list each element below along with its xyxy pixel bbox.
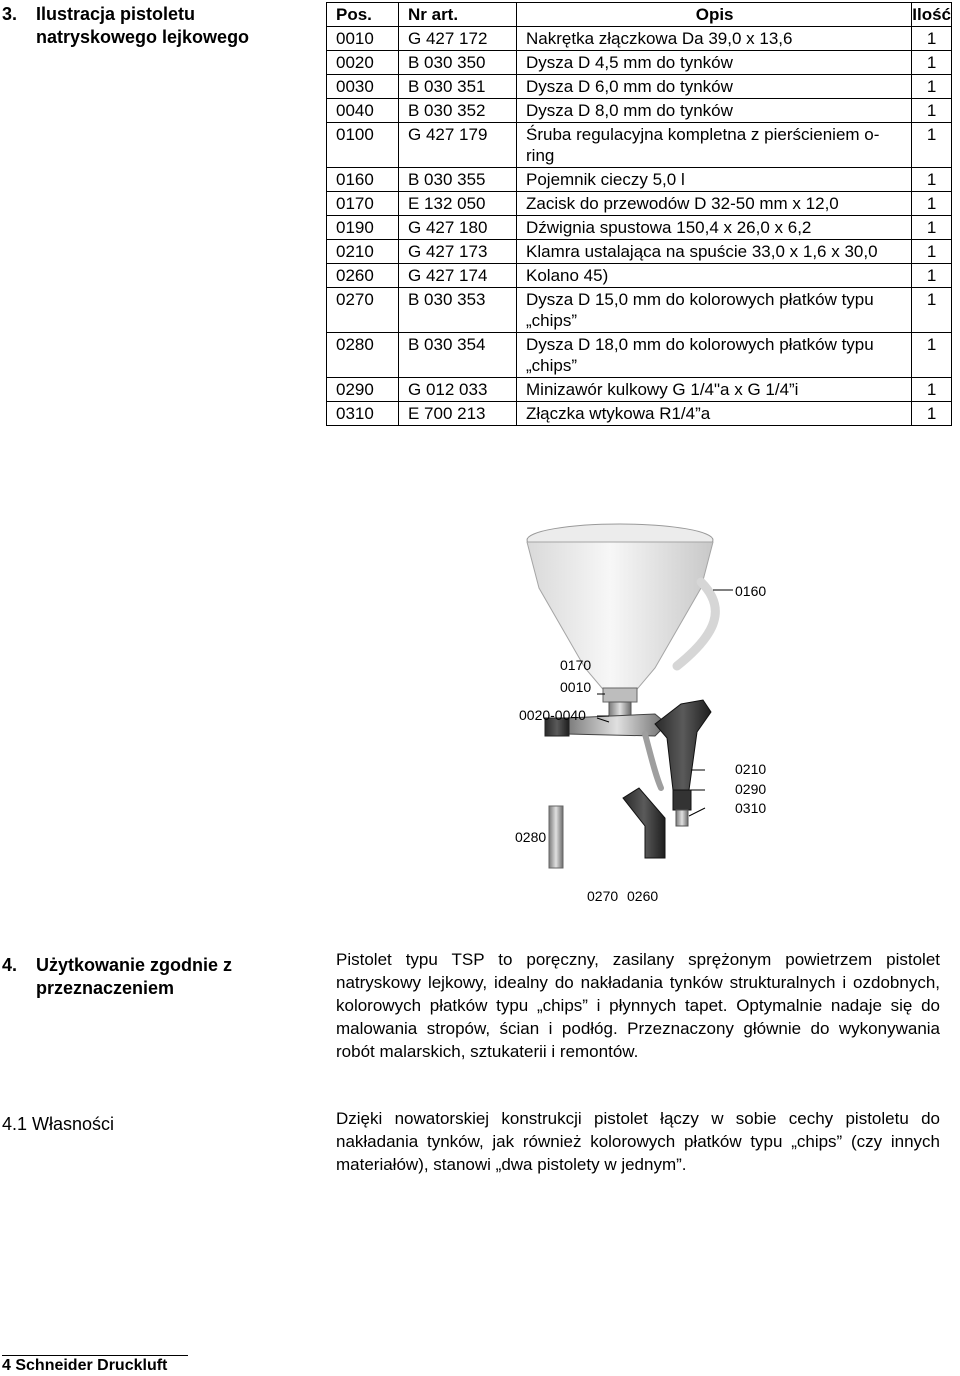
cell-desc: Pojemnik cieczy 5,0 l bbox=[517, 168, 912, 192]
hose-clamp bbox=[603, 688, 637, 702]
header-pos: Pos. bbox=[327, 3, 399, 27]
callout-0170: 0170 bbox=[560, 657, 592, 673]
cell-art: G 427 173 bbox=[399, 240, 517, 264]
cell-qty: 1 bbox=[912, 99, 952, 123]
section-number: 3. bbox=[2, 4, 18, 24]
cell-pos: 0280 bbox=[327, 333, 399, 378]
cell-qty: 1 bbox=[912, 192, 952, 216]
cell-art: B 030 350 bbox=[399, 51, 517, 75]
cell-art: G 427 180 bbox=[399, 216, 517, 240]
table-row bbox=[327, 240, 952, 264]
table-row bbox=[327, 168, 952, 192]
cell-qty: 1 bbox=[912, 51, 952, 75]
cell-desc: Dysza D 8,0 mm do tynków bbox=[517, 99, 912, 123]
cell-qty: 1 bbox=[912, 333, 952, 378]
callout-0260: 0260 bbox=[627, 888, 659, 904]
cell-pos: 0190 bbox=[327, 216, 399, 240]
table-row bbox=[327, 288, 952, 333]
cell-desc: Dysza D 18,0 mm do kolorowych płatków typu „chips” bbox=[517, 333, 912, 378]
cell-art: B 030 353 bbox=[399, 288, 517, 333]
cell-art: B 030 351 bbox=[399, 75, 517, 99]
header-desc: Opis bbox=[517, 3, 912, 27]
parts-table bbox=[326, 2, 952, 426]
cell-desc: Złączka wtykowa R1/4”a bbox=[517, 402, 912, 426]
table-row bbox=[327, 27, 952, 51]
cell-qty: 1 bbox=[912, 75, 952, 99]
table-row bbox=[327, 264, 952, 288]
section-title: Ilustracja pistoletu natryskowego lejkowego bbox=[36, 4, 250, 47]
cell-pos: 0270 bbox=[327, 288, 399, 333]
cell-pos: 0010 bbox=[327, 27, 399, 51]
callout-0010: 0010 bbox=[560, 679, 592, 695]
cell-pos: 0310 bbox=[327, 402, 399, 426]
table-row bbox=[327, 378, 952, 402]
cell-pos: 0020 bbox=[327, 51, 399, 75]
page-footer: 4 Schneider Druckluft bbox=[2, 1357, 168, 1374]
section-4-1-heading: 4.1 Własności bbox=[2, 1114, 115, 1134]
cell-art: B 030 355 bbox=[399, 168, 517, 192]
cell-art: G 012 033 bbox=[399, 378, 517, 402]
cell-qty: 1 bbox=[912, 378, 952, 402]
callout-0290: 0290 bbox=[735, 781, 767, 797]
spray-gun-illustration bbox=[505, 518, 795, 908]
nozzle-0280 bbox=[549, 806, 563, 868]
cell-pos: 0290 bbox=[327, 378, 399, 402]
cell-art: B 030 354 bbox=[399, 333, 517, 378]
table-row bbox=[327, 51, 952, 75]
table-row bbox=[327, 75, 952, 99]
callout-0160: 0160 bbox=[735, 583, 767, 599]
cell-desc: Klamra ustalająca na spuście 33,0 x 1,6 x 30,0 bbox=[517, 240, 912, 264]
section-title: Użytkowanie zgodnie z przeznaczeniem bbox=[36, 955, 233, 998]
cell-art: G 427 172 bbox=[399, 27, 517, 51]
section-number: 4. bbox=[2, 955, 18, 975]
callout-0020-0040: 0020-0040 bbox=[519, 707, 586, 723]
cell-pos: 0170 bbox=[327, 192, 399, 216]
cell-desc: Kolano 45) bbox=[517, 264, 912, 288]
spray-gun-drawing bbox=[505, 518, 795, 908]
cell-art: E 132 050 bbox=[399, 192, 517, 216]
cell-art: B 030 352 bbox=[399, 99, 517, 123]
cell-pos: 0030 bbox=[327, 75, 399, 99]
cell-art: G 427 179 bbox=[399, 123, 517, 168]
cell-desc: Dysza D 6,0 mm do tynków bbox=[517, 75, 912, 99]
header-qty: Ilość bbox=[912, 3, 952, 27]
cell-pos: 0160 bbox=[327, 168, 399, 192]
cell-desc: Dysza D 15,0 mm do kolorowych płatków typu „chips” bbox=[517, 288, 912, 333]
cell-desc: Dysza D 4,5 mm do tynków bbox=[517, 51, 912, 75]
ball-valve bbox=[673, 790, 691, 810]
cell-qty: 1 bbox=[912, 288, 952, 333]
table-row bbox=[327, 123, 952, 168]
callout-0280: 0280 bbox=[515, 829, 547, 845]
elbow-0260 bbox=[623, 788, 665, 858]
callout-0210: 0210 bbox=[735, 761, 767, 777]
cell-desc: Minizawór kulkowy G 1/4"a x G 1/4”i bbox=[517, 378, 912, 402]
cell-desc: Nakrętka złączkowa Da 39,0 x 13,6 bbox=[517, 27, 912, 51]
cell-qty: 1 bbox=[912, 168, 952, 192]
cell-pos: 0040 bbox=[327, 99, 399, 123]
cell-qty: 1 bbox=[912, 123, 952, 168]
cell-desc: Śruba regulacyjna kompletna z pierścieniem o-ring bbox=[517, 123, 912, 168]
cell-qty: 1 bbox=[912, 240, 952, 264]
cell-qty: 1 bbox=[912, 27, 952, 51]
table-row bbox=[327, 333, 952, 378]
trigger-lever bbox=[645, 734, 661, 788]
cell-pos: 0100 bbox=[327, 123, 399, 168]
quick-coupling bbox=[676, 810, 688, 826]
cell-qty: 1 bbox=[912, 402, 952, 426]
cell-art: E 700 213 bbox=[399, 402, 517, 426]
table-row bbox=[327, 192, 952, 216]
gun-grip bbox=[655, 700, 711, 790]
callout-0310: 0310 bbox=[735, 800, 767, 816]
section-4-paragraph: Pistolet typu TSP to poręczny, zasilany sprężonym powietrzem pistolet natryskowy lejkowy, idealny do nakładania tynków strukturalnych i ozdobnych, kolorowych płatków typu „chips” i płynnych tapet. Optymalnie nadaje się do malowania stropów, ścian i podłóg. Przeznaczony głównie do wykonywania robót malarskich, sztukaterii i remontów. bbox=[336, 950, 940, 1061]
table-row bbox=[327, 99, 952, 123]
callout-0270: 0270 bbox=[587, 888, 619, 904]
table-row bbox=[327, 402, 952, 426]
cell-pos: 0210 bbox=[327, 240, 399, 264]
cell-qty: 1 bbox=[912, 264, 952, 288]
cell-desc: Zacisk do przewodów D 32-50 mm x 12,0 bbox=[517, 192, 912, 216]
cell-pos: 0260 bbox=[327, 264, 399, 288]
cell-desc: Dźwignia spustowa 150,4 x 26,0 x 6,2 bbox=[517, 216, 912, 240]
hopper-body bbox=[527, 542, 713, 694]
section-4-1-paragraph: Dzięki nowatorskiej konstrukcji pistolet łączy w sobie cechy pistoletu do nakładania tynków, jak również kolorowych płatków typu „chips” (czy innych materiałów), stanowi „dwa pistolety w jednym”. bbox=[336, 1109, 940, 1174]
cell-art: G 427 174 bbox=[399, 264, 517, 288]
cell-qty: 1 bbox=[912, 216, 952, 240]
table-row bbox=[327, 216, 952, 240]
header-art: Nr art. bbox=[399, 3, 517, 27]
table-header-row bbox=[327, 3, 952, 27]
